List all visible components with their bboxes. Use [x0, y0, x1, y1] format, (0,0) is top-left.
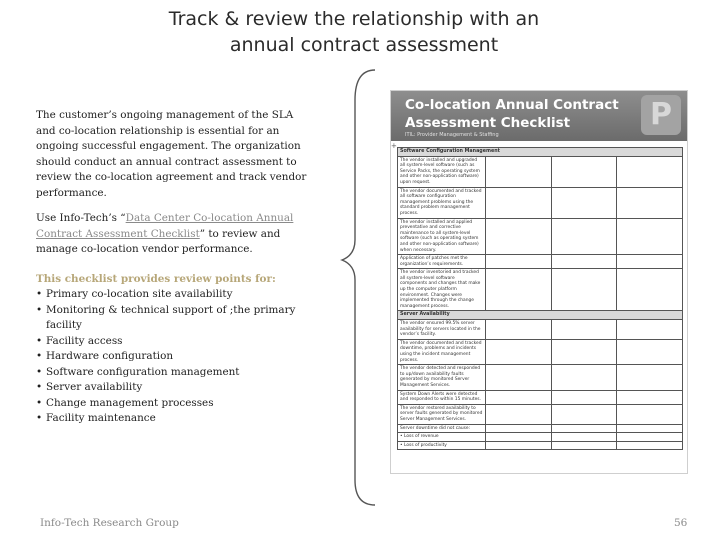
- table-cell: [551, 255, 617, 269]
- table-row: [398, 269, 683, 311]
- list-item: • Software configuration management: [36, 365, 314, 381]
- table-cell: [486, 441, 552, 450]
- table-cell: [486, 320, 552, 340]
- table-cell: [617, 433, 683, 442]
- list-item: • Facility maintenance: [36, 411, 314, 427]
- page-number: 56: [674, 517, 688, 529]
- table-cell: The vendor installed and applied preventative and corrective maintenance to all system-level software (such as operating system and other non-application software) when necessary.: [398, 218, 486, 255]
- table-cell: [617, 404, 683, 424]
- table-cell: The vendor restored availability to server faults generated by monitored Server Management Services.: [398, 404, 486, 424]
- table-cell: [617, 320, 683, 340]
- table-cell: [617, 339, 683, 364]
- expand-plus-icon: +: [391, 142, 397, 150]
- table-cell: [551, 441, 617, 450]
- table-cell: [617, 365, 683, 390]
- table-cell: [551, 156, 617, 187]
- table-cell: [551, 424, 617, 433]
- table-cell: [551, 404, 617, 424]
- body-text-column: [36, 108, 314, 427]
- title-line-1: Track & review the relationship with an: [168, 8, 540, 30]
- table-cell: [551, 269, 617, 311]
- table-cell: [486, 156, 552, 187]
- table-cell: System Down Alerts were detected and responded to within 15 minutes.: [398, 390, 486, 404]
- table-row: [398, 404, 683, 424]
- list-item: • Primary co-location site availability: [36, 287, 314, 303]
- table-cell: • Loss of revenue: [398, 433, 486, 442]
- table-cell: [486, 218, 552, 255]
- table-cell: The vendor documented and tracked downtime, problems and incidents using the incident management process.: [398, 339, 486, 364]
- table-cell: Server downtime did not cause:: [398, 424, 486, 433]
- table-section-row: [398, 148, 683, 157]
- brace-bracket: [330, 60, 380, 510]
- table-cell: [486, 433, 552, 442]
- table-cell: [617, 218, 683, 255]
- table-section-row: [398, 311, 683, 320]
- table-cell: [551, 433, 617, 442]
- table-row: [398, 365, 683, 390]
- list-item: • Monitoring & technical support of ;the primary facility: [36, 303, 314, 334]
- checklist-link[interactable]: Data Center Co-location Annual Contract Assessment Checklist: [36, 212, 294, 240]
- table-cell: [617, 390, 683, 404]
- table-row: [398, 441, 683, 450]
- list-item: • Hardware configuration: [36, 349, 314, 365]
- table-cell: [617, 255, 683, 269]
- thumbnail-header: [391, 91, 687, 141]
- list-item: • Facility access: [36, 334, 314, 350]
- table-row: [398, 339, 683, 364]
- table-cell: [617, 424, 683, 433]
- table-cell: [486, 365, 552, 390]
- table-cell: Application of patches met the organization’s requirements.: [398, 255, 486, 269]
- thumbnail-title-line-2: Assessment Checklist: [405, 115, 571, 131]
- table-cell: [486, 404, 552, 424]
- table-cell: [486, 339, 552, 364]
- table-cell: [617, 187, 683, 218]
- title-line-2: annual contract assessment: [229, 34, 499, 56]
- table-row: [398, 255, 683, 269]
- table-cell: [617, 269, 683, 311]
- table-row: [398, 320, 683, 340]
- list-item: • Change management processes: [36, 396, 314, 412]
- table-row: [398, 433, 683, 442]
- table-cell: [617, 156, 683, 187]
- table-cell: [486, 390, 552, 404]
- thumbnail-title-line-1: Co-location Annual Contract: [405, 97, 619, 113]
- table-cell: The vendor installed and upgraded all system-level software (such as Service Packs, the operating system and other non-application software) upon request.: [398, 156, 486, 187]
- thumbnail-subtitle: ITIL: Provider Management & Staffing: [405, 132, 499, 138]
- section-server-availability: Server Availability: [398, 311, 683, 320]
- intro-paragraph: The customer’s ongoing management of the SLA and co-location relationship is essential for an ongoing successful engagement. The organization should conduct an annual contract assessment to review the co-location agreement and track vendor performance.: [36, 109, 307, 199]
- table-cell: The vendor detected and responded to up/down availability faults generated by monitored Server Management Services.: [398, 365, 486, 390]
- table-cell: The vendor inventoried and tracked all system-level software components and changes that make up the computer platform environment. Changes were implemented through the change management process.: [398, 269, 486, 311]
- table-cell: The vendor documented and tracked all software configuration management problems using the standard problem management process.: [398, 187, 486, 218]
- checklist-thumbnail: [390, 90, 688, 474]
- checklist-paragraph-prefix: Use Info-Tech’s “: [36, 212, 126, 224]
- table-cell: [551, 390, 617, 404]
- table-cell: The vendor ensured 99.5% server availability for servers located in the vendor’s facility.: [398, 320, 486, 340]
- table-cell: [486, 255, 552, 269]
- table-cell: [551, 320, 617, 340]
- table-cell: [551, 365, 617, 390]
- table-cell: [486, 424, 552, 433]
- table-cell: [551, 218, 617, 255]
- publication-logo-icon: P: [641, 95, 681, 135]
- table-cell: [486, 269, 552, 311]
- table-cell: [486, 187, 552, 218]
- checklist-paragraph-suffix: ” to review and manage co-location vendor performance.: [36, 227, 281, 255]
- table-row: [398, 156, 683, 187]
- checklist-paragraph: [36, 211, 314, 258]
- footer-organization: Info-Tech Research Group: [40, 517, 179, 529]
- table-row: [398, 218, 683, 255]
- table-row: [398, 187, 683, 218]
- thumbnail-checklist-table: [397, 147, 683, 450]
- section-software-config: Software Configuration Management: [398, 148, 683, 157]
- table-row: [398, 424, 683, 433]
- list-item: • Server availability: [36, 380, 314, 396]
- thumbnail-title: [405, 96, 619, 132]
- table-cell: • Loss of productivity: [398, 441, 486, 450]
- brace-path: [342, 70, 375, 505]
- table-cell: [617, 441, 683, 450]
- slide-title: [0, 6, 728, 58]
- review-points-list: [36, 287, 314, 427]
- table-cell: [551, 339, 617, 364]
- table-cell: [551, 187, 617, 218]
- table-row: [398, 390, 683, 404]
- checklist-heading: This checklist provides review points for:: [36, 272, 276, 285]
